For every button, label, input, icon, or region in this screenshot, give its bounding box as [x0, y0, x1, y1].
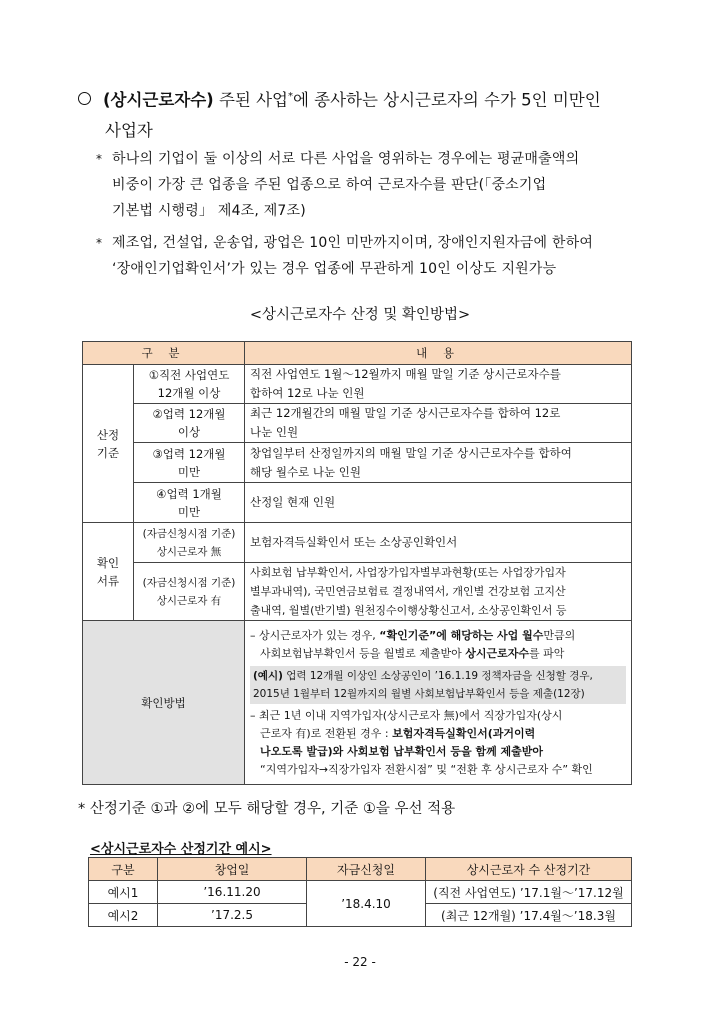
example-row-start: ’16.11.20	[158, 881, 307, 904]
example-row-period: (최근 12개월) ’17.4월～’18.3월	[426, 904, 632, 927]
documents-label: 확인 서류	[96, 555, 120, 588]
method-label: 확인방법	[83, 621, 245, 785]
method-content	[245, 621, 632, 785]
method-para-2	[250, 707, 626, 779]
note-line: ‘장애인기업확인서’가 있는 경우 업종에 무관하게 10인 이상도 지원가능	[112, 261, 557, 277]
page-number: - 22 -	[344, 955, 376, 969]
example-table-caption: <상시근로자수 산정기간 예시>	[90, 842, 272, 857]
note-line: 기본법 시행령」 제4조, 제7조)	[112, 203, 306, 219]
method-example-box	[250, 666, 626, 704]
circle-bullet-icon	[78, 92, 91, 105]
criteria-sub-4: ④업력 1개월 미만	[134, 483, 245, 523]
example-apply-date: ’18.4.10	[307, 881, 426, 927]
method-p1-e: 를 파악	[529, 646, 565, 660]
example-header-period: 상시근로자 수 산정기간	[426, 858, 632, 881]
method-para-1	[250, 627, 626, 663]
note-2	[96, 230, 636, 282]
note-star: *	[96, 152, 102, 166]
method-p1-c: 만큼의 사회보험납부확인서 등을 월별로 제출받아	[260, 628, 576, 660]
criteria-label: 산정 기준	[96, 427, 120, 460]
criteria-sub-2: ②업력 12개월 이상	[134, 404, 245, 443]
main-bullet-line2: 사업자	[105, 120, 153, 140]
method-p2-a: – 최근 1년 이내 지역가입자(상시근로자 無)에서 직장가입자(상시 근로자 有)로 전환된 경우 :	[250, 708, 563, 740]
note-star: *	[96, 236, 102, 250]
main-bullet	[78, 82, 658, 146]
table-header-category: 구 분	[83, 342, 245, 365]
documents-content-2: 사회보험 납부확인서, 사업장가입자별부과현황(또는 사업장가입자 별부과내역), 국민연금보험료 결정내역서, 개인별 건강보험 고지산 출내역, 월별(반기별) 원천징수이행상황신고서, 소상공인확인서 등	[245, 563, 632, 621]
documents-sub-2: (자금신청시점 기준) 상시근로자 有	[134, 563, 245, 621]
example-header-start-date: 창업일	[158, 858, 307, 881]
main-bullet-sup: *	[287, 91, 293, 102]
note-line: 제조업, 건설업, 운송업, 광업은 10인 미만까지이며, 장애인지원자금에 한하여	[112, 235, 594, 251]
method-p1-a: – 상시근로자가 있는 경우,	[250, 628, 380, 642]
note-line: 하나의 기업이 둘 이상의 서로 다른 사업을 영위하는 경우에는 평균매출액의	[112, 151, 580, 167]
criteria-content-4: 산정일 현재 인원	[245, 483, 632, 523]
example-header-category: 구분	[89, 858, 158, 881]
documents-content-1: 보험자격득실확인서 또는 소상공인확인서	[245, 523, 632, 563]
criteria-table	[82, 341, 632, 785]
note-line: 비중이 가장 큰 업종을 주된 업종으로 하여 근로자수를 판단(「중소기업	[112, 177, 547, 193]
example-header-apply-date: 자금신청일	[307, 858, 426, 881]
criteria-content-2: 최근 12개월간의 매월 말일 기준 상시근로자수를 합하여 12로 나눈 인원	[245, 404, 632, 443]
criteria-content-3: 창업일부터 산정일까지의 매월 말일 기준 상시근로자수를 합하여 해당 월수로 나눈 인원	[245, 443, 632, 483]
example-row-name: 예시1	[89, 881, 158, 904]
example-row-start: ’17.2.5	[158, 904, 307, 927]
main-bullet-bold: (상시근로자수)	[103, 90, 214, 110]
method-p2-b: 보험자격득실확인서(과거이력 나오도록 발급)와 사회보험 납부확인서 등을 함께 제출받아	[260, 726, 544, 758]
bottom-note: * 산정기준 ①과 ②에 모두 해당할 경우, 기준 ①을 우선 적용	[78, 801, 456, 817]
example-row-name: 예시2	[89, 904, 158, 927]
main-bullet-text-b: 에 종사하는 상시근로자의 수가 5인 미만인	[292, 90, 601, 110]
row-group-label	[83, 523, 134, 621]
example-table	[88, 857, 632, 927]
criteria-sub-3: ③업력 12개월 미만	[134, 443, 245, 483]
documents-sub-1: (자금신청시점 기준) 상시근로자 無	[134, 523, 245, 563]
method-p1-d: 상시근로자수	[465, 646, 530, 660]
criteria-content-1: 직전 사업연도 1월～12월까지 매월 말일 기준 상시근로자수를 합하여 12로 나눈 인원	[245, 365, 632, 404]
criteria-sub-1: ①직전 사업연도 12개월 이상	[134, 365, 245, 404]
method-example-bold: (예시)	[253, 669, 283, 682]
table-header-content: 내 용	[245, 342, 632, 365]
method-p2-c: “지역가입자→직장가입자 전환시점” 및 “전환 후 상시근로자 수” 확인	[260, 762, 593, 776]
row-group-label	[83, 365, 134, 523]
method-p1-b: “확인기준”에 해당하는 사업 월수	[379, 628, 544, 642]
example-row-period: (직전 사업연도) ’17.1월～’17.12월	[426, 881, 632, 904]
note-1	[96, 146, 636, 224]
main-bullet-text-a: 주된 사업	[213, 90, 288, 110]
table-caption: <상시근로자수 산정 및 확인방법>	[249, 307, 471, 323]
method-example-text: 업력 12개월 이상인 소상공인이 ’16.1.19 정책자금을 신청할 경우, 2015년 1월부터 12월까지의 월별 사회보험납부확인서 등을 제출(12장)	[253, 669, 593, 700]
